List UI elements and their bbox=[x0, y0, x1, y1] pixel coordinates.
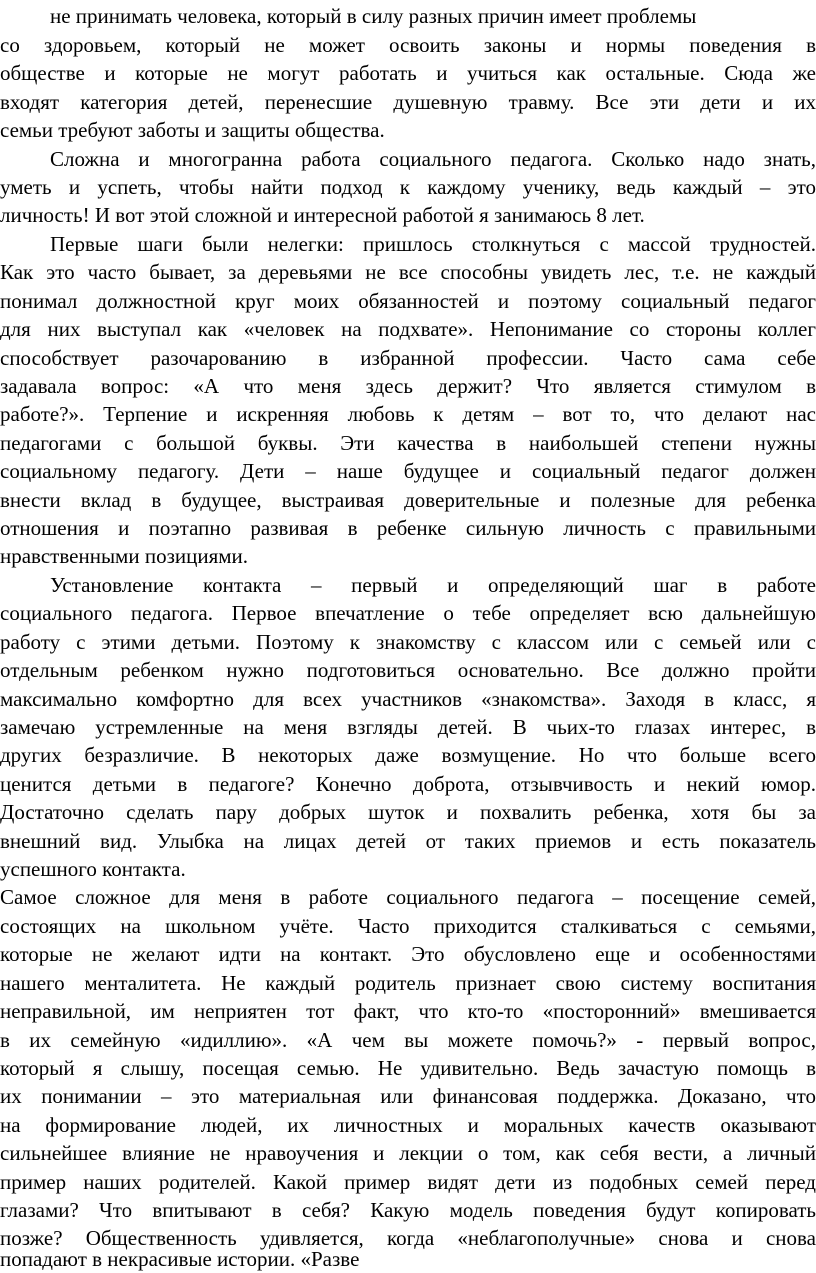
text-line: Установление контакта – первый и определяющий шаг в работе bbox=[50, 573, 816, 597]
text-line: пример наших родителей. Какой пример видят дети из подобных семей перед bbox=[0, 1170, 816, 1194]
text-line: для них выступал как «человек на подхвате». Непонимание со стороны коллег bbox=[0, 317, 816, 341]
text-line: внешний вид. Улыбка на лицах детей от таких приемов и есть показатель bbox=[0, 829, 816, 853]
text-line: успешного контакта. bbox=[0, 857, 186, 881]
text-line: Самое сложное для меня в работе социального педагога – посещение семей, bbox=[0, 885, 816, 909]
text-line: на формирование людей, их личностных и моральных качеств оказывают bbox=[0, 1113, 816, 1137]
text-line: которые не желают идти на контакт. Это обусловлено еще и особенностями bbox=[0, 942, 816, 966]
text-line: задавала вопрос: «А что меня здесь держит? Что является стимулом в bbox=[0, 374, 816, 398]
text-line: входят категория детей, перенесшие душевную травму. Все эти дети и их bbox=[0, 90, 816, 114]
text-line: со здоровьем, который не может освоить законы и нормы поведения в bbox=[0, 33, 816, 57]
text-line: других безразличие. В некоторых даже возмущение. Но что больше всего bbox=[0, 743, 816, 767]
text-line: Сложна и многогранна работа социального педагога. Сколько надо знать, bbox=[50, 147, 816, 171]
text-line: который я слышу, посещая семью. Не удивительно. Ведь зачастую помощь в bbox=[0, 1056, 816, 1080]
text-line: сильнейшее влияние не нравоучения и лекции о том, как себя вести, а личный bbox=[0, 1141, 816, 1165]
text-line: их понимании – это материальная или финансовая поддержка. Доказано, что bbox=[0, 1084, 816, 1108]
text-line: отношения и поэтапно развивая в ребенке сильную личность с правильными bbox=[0, 516, 816, 540]
text-line: социального педагога. Первое впечатление о тебе определяет всю дальнейшую bbox=[0, 601, 816, 625]
text-line: состоящих на школьном учёте. Часто приходится сталкиваться с семьями, bbox=[0, 914, 816, 938]
text-line: попадают в некрасивые истории. «Разве bbox=[0, 1247, 360, 1271]
text-line: личность! И вот этой сложной и интересной работой я занимаюсь 8 лет. bbox=[0, 203, 645, 227]
text-line: нравственными позициями. bbox=[0, 544, 249, 568]
text-line: Достаточно сделать пару добрых шуток и похвалить ребенка, хотя бы за bbox=[0, 800, 816, 824]
text-line: в их семейную «идиллию». «А чем вы можете помочь?» - первый вопрос, bbox=[0, 1028, 816, 1052]
text-line: глазами? Что впитывают в себя? Какую модель поведения будут копировать bbox=[0, 1198, 816, 1222]
text-line: замечаю устремленные на меня взгляды детей. В чьих-то глазах интерес, в bbox=[0, 715, 816, 739]
text-line: социальному педагогу. Дети – наше будущее и социальный педагог должен bbox=[0, 459, 816, 483]
text-line: способствует разочарованию в избранной профессии. Часто сама себе bbox=[0, 346, 816, 370]
text-line: семьи требуют заботы и защиты общества. bbox=[0, 118, 385, 142]
text-line: не принимать человека, который в силу разных причин имеет проблемы bbox=[50, 4, 697, 28]
text-line: отдельным ребенком нужно подготовиться основательно. Все должно пройти bbox=[0, 658, 816, 682]
text-line: максимально комфортно для всех участников «знакомства». Заходя в класс, я bbox=[0, 687, 816, 711]
text-line: внести вклад в будущее, выстраивая доверительные и полезные для ребенка bbox=[0, 488, 816, 512]
text-line: неправильной, им неприятен тот факт, что кто-то «посторонний» вмешивается bbox=[0, 999, 816, 1023]
text-line: ценится детьми в педагоге? Конечно доброта, отзывчивость и некий юмор. bbox=[0, 772, 816, 796]
text-line: работе?». Терпение и искренняя любовь к детям – вот то, что делают нас bbox=[0, 402, 816, 426]
text-line: уметь и успеть, чтобы найти подход к каждому ученику, ведь каждый – это bbox=[0, 175, 816, 199]
text-line: обществе и которые не могут работать и учиться как остальные. Сюда же bbox=[0, 61, 816, 85]
text-line: Как это часто бывает, за деревьями не все способны увидеть лес, т.е. не каждый bbox=[0, 260, 816, 284]
text-line: позже? Общественность удивляется, когда «неблагополучные» снова и снова bbox=[0, 1226, 816, 1250]
text-line: работу с этими детьми. Поэтому к знакомству с классом или с семьей или с bbox=[0, 630, 816, 654]
text-line: понимал должностной круг моих обязанностей и поэтому социальный педагог bbox=[0, 289, 816, 313]
text-line: Первые шаги были нелегки: пришлось столкнуться с массой трудностей. bbox=[50, 232, 816, 256]
text-line: педагогами с большой буквы. Эти качества в наибольшей степени нужны bbox=[0, 431, 816, 455]
text-line: нашего менталитета. Не каждый родитель признает свою систему воспитания bbox=[0, 971, 816, 995]
